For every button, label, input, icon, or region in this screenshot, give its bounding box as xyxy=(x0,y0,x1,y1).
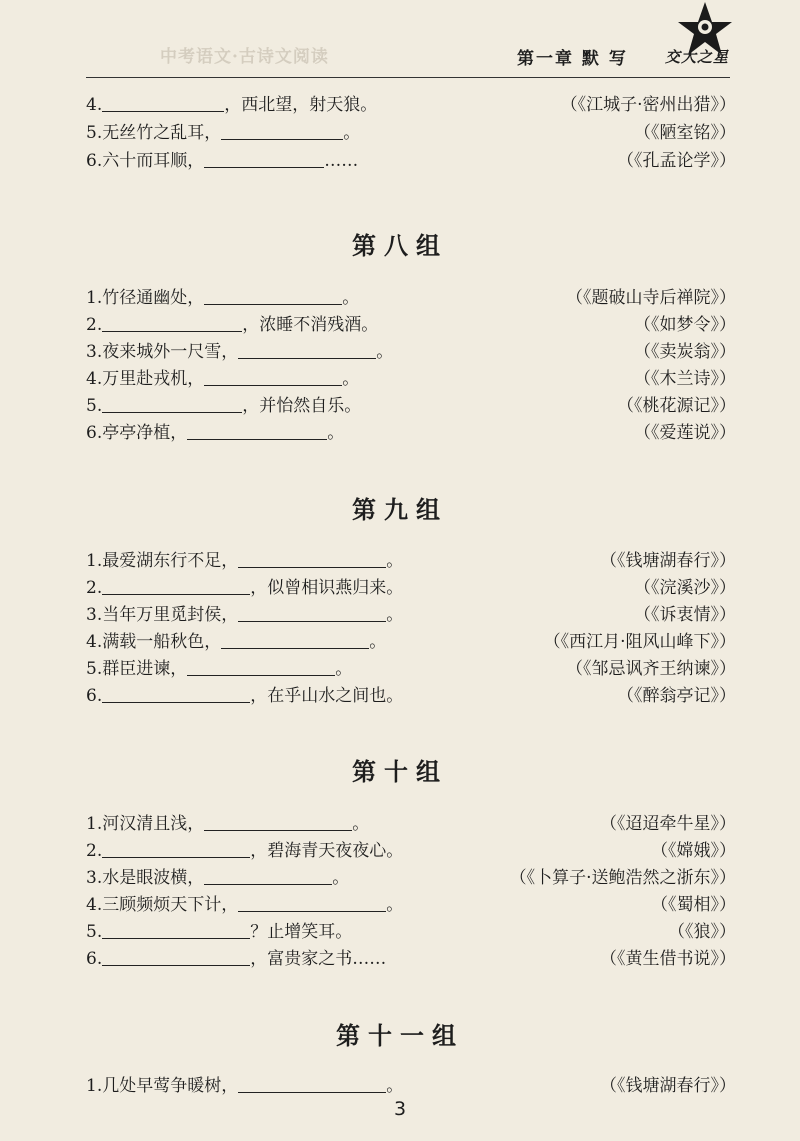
item-source: （《狼》） xyxy=(668,922,736,942)
item-number: 6. xyxy=(86,686,103,706)
answer-blank[interactable] xyxy=(204,813,352,831)
item-text-before: 三顾频烦天下计， xyxy=(102,895,239,915)
item-text-after: 。 xyxy=(369,632,387,652)
item-source: （《黄生借书说》） xyxy=(600,949,736,969)
item-number: 1. xyxy=(86,551,103,571)
item-source: （《嫦娥》） xyxy=(651,841,736,861)
page-number: 3 xyxy=(393,1098,407,1120)
answer-blank[interactable] xyxy=(102,921,250,939)
item-source: （《钱塘湖春行》） xyxy=(600,1076,736,1096)
list-item xyxy=(86,601,736,629)
item-source: （《爱莲说》） xyxy=(634,423,736,443)
item-text-before: 夜来城外一尺雪， xyxy=(102,342,239,362)
list-item xyxy=(86,655,736,683)
item-text-after: ，西北望，射天狼。 xyxy=(224,95,378,115)
item-source: （《孔孟论学》） xyxy=(617,151,736,171)
item-source: （《诉衷情》） xyxy=(634,605,736,625)
section-title: 第十一组 xyxy=(336,1022,464,1050)
answer-blank[interactable] xyxy=(204,368,342,386)
list-item xyxy=(86,682,736,710)
item-source: （《陋室铭》） xyxy=(634,123,736,143)
item-source: （《卜算子·送鲍浩然之浙东》） xyxy=(509,868,736,888)
item-number: 5. xyxy=(86,922,103,942)
answer-blank[interactable] xyxy=(102,948,250,966)
item-number: 4. xyxy=(86,369,103,389)
item-text-before: 群臣进谏， xyxy=(102,659,188,679)
answer-blank[interactable] xyxy=(102,685,250,703)
item-text-after: 。 xyxy=(343,123,361,143)
item-number: 2. xyxy=(86,841,103,861)
item-number: 3. xyxy=(86,342,103,362)
item-text-after: ，似曾相识燕归来。 xyxy=(250,578,404,598)
item-source: （《西江月·阻风山峰下》） xyxy=(543,632,736,652)
list-item xyxy=(86,419,736,447)
answer-blank[interactable] xyxy=(102,395,242,413)
answer-blank[interactable] xyxy=(238,894,386,912)
list-item xyxy=(86,392,736,420)
item-text-after: 。 xyxy=(327,423,345,443)
list-item xyxy=(86,837,736,865)
list-item xyxy=(86,547,736,575)
item-number: 3. xyxy=(86,605,103,625)
item-text-after: …… xyxy=(324,151,359,171)
list-item xyxy=(86,91,736,119)
item-text-before: 竹径通幽处， xyxy=(102,288,205,308)
item-number: 2. xyxy=(86,578,103,598)
section-title: 第九组 xyxy=(352,496,448,524)
item-text-after: ，富贵家之书…… xyxy=(250,949,387,969)
item-source: （《醉翁亭记》） xyxy=(617,686,736,706)
answer-blank[interactable] xyxy=(102,94,224,112)
answer-blank[interactable] xyxy=(221,122,343,140)
answer-blank[interactable] xyxy=(204,150,324,168)
list-item xyxy=(86,365,736,393)
header-rule xyxy=(86,77,730,78)
list-item xyxy=(86,810,736,838)
answer-blank[interactable] xyxy=(187,658,335,676)
item-text-before: 六十而耳顺， xyxy=(102,151,205,171)
answer-blank[interactable] xyxy=(204,867,332,885)
item-text-before: 亭亭净植， xyxy=(102,423,188,443)
list-item xyxy=(86,864,736,892)
item-number: 1. xyxy=(86,814,103,834)
answer-blank[interactable] xyxy=(238,1075,386,1093)
answer-blank[interactable] xyxy=(221,631,369,649)
item-source: （《木兰诗》） xyxy=(634,369,736,389)
item-text-before: 满载一船秋色， xyxy=(102,632,222,652)
section-title: 第十组 xyxy=(352,758,448,786)
section-title: 第八组 xyxy=(352,232,448,260)
list-item xyxy=(86,1072,736,1100)
answer-blank[interactable] xyxy=(187,422,327,440)
item-text-before: 几处早莺争暖树， xyxy=(102,1076,239,1096)
item-text-after: ，并怡然自乐。 xyxy=(242,396,362,416)
bleed-through-text: 中考语文·古诗文阅读 xyxy=(160,47,329,67)
item-text-after: 。 xyxy=(376,342,394,362)
item-source: （《迢迢牵牛星》） xyxy=(600,814,736,834)
item-source: （《江城子·密州出猎》） xyxy=(560,95,736,115)
item-text-after: 。 xyxy=(335,659,353,679)
item-text-after: ，碧海青天夜夜心。 xyxy=(250,841,404,861)
item-text-before: 水是眼波横， xyxy=(102,868,205,888)
item-text-before: 河汉清且浅， xyxy=(102,814,205,834)
list-item xyxy=(86,891,736,919)
item-number: 5. xyxy=(86,396,103,416)
item-text-before: 最爱湖东行不足， xyxy=(102,551,239,571)
item-number: 3. xyxy=(86,868,103,888)
answer-blank[interactable] xyxy=(238,604,386,622)
answer-blank[interactable] xyxy=(204,287,342,305)
list-item xyxy=(86,311,736,339)
list-item xyxy=(86,918,736,946)
chapter-title: 第一章 默 写 xyxy=(515,44,630,69)
item-number: 1. xyxy=(86,288,103,308)
item-text-after: ，在乎山水之间也。 xyxy=(250,686,404,706)
list-item xyxy=(86,574,736,602)
item-number: 4. xyxy=(86,632,103,652)
item-source: （《钱塘湖春行》） xyxy=(600,551,736,571)
item-number: 2. xyxy=(86,315,103,335)
page-header xyxy=(0,0,800,82)
item-text-after: ？止增笑耳。 xyxy=(250,922,353,942)
item-text-after: 。 xyxy=(352,814,370,834)
item-source: （《卖炭翁》） xyxy=(634,342,736,362)
item-number: 5. xyxy=(86,123,103,143)
item-text-before: 无丝竹之乱耳， xyxy=(102,123,222,143)
item-number: 6. xyxy=(86,949,103,969)
item-number: 6. xyxy=(86,151,103,171)
item-text-before: 当年万里觅封侯， xyxy=(102,605,239,625)
item-source: （《邹忌讽齐王纳谏》） xyxy=(566,659,736,679)
list-item xyxy=(86,119,736,147)
item-source: （《如梦令》） xyxy=(634,315,736,335)
item-text-after: 。 xyxy=(386,1076,404,1096)
answer-blank[interactable] xyxy=(238,341,376,359)
star-logo-icon xyxy=(676,0,734,58)
item-text-after: 。 xyxy=(386,895,404,915)
list-item xyxy=(86,338,736,366)
answer-blank[interactable] xyxy=(102,840,250,858)
item-number: 5. xyxy=(86,659,103,679)
list-item xyxy=(86,945,736,973)
list-item xyxy=(86,628,736,656)
item-text-after: ，浓睡不消残酒。 xyxy=(242,315,379,335)
item-number: 1. xyxy=(86,1076,103,1096)
answer-blank[interactable] xyxy=(102,314,242,332)
item-text-after: 。 xyxy=(386,605,404,625)
item-text-after: 。 xyxy=(342,369,360,389)
item-text-after: 。 xyxy=(342,288,360,308)
answer-blank[interactable] xyxy=(102,577,250,595)
answer-blank[interactable] xyxy=(238,550,386,568)
item-text-before: 万里赴戎机， xyxy=(102,369,205,389)
item-number: 4. xyxy=(86,895,103,915)
item-source: （《蜀相》） xyxy=(651,895,736,915)
item-number: 6. xyxy=(86,423,103,443)
item-source: （《题破山寺后禅院》） xyxy=(566,288,736,308)
item-source: （《桃花源记》） xyxy=(617,396,736,416)
item-source: （《浣溪沙》） xyxy=(634,578,736,598)
brand-name: 交大之星 xyxy=(665,48,730,66)
list-item xyxy=(86,284,736,312)
item-text-after: 。 xyxy=(386,551,404,571)
item-number: 4. xyxy=(86,95,103,115)
list-item xyxy=(86,147,736,175)
item-text-after: 。 xyxy=(332,868,350,888)
